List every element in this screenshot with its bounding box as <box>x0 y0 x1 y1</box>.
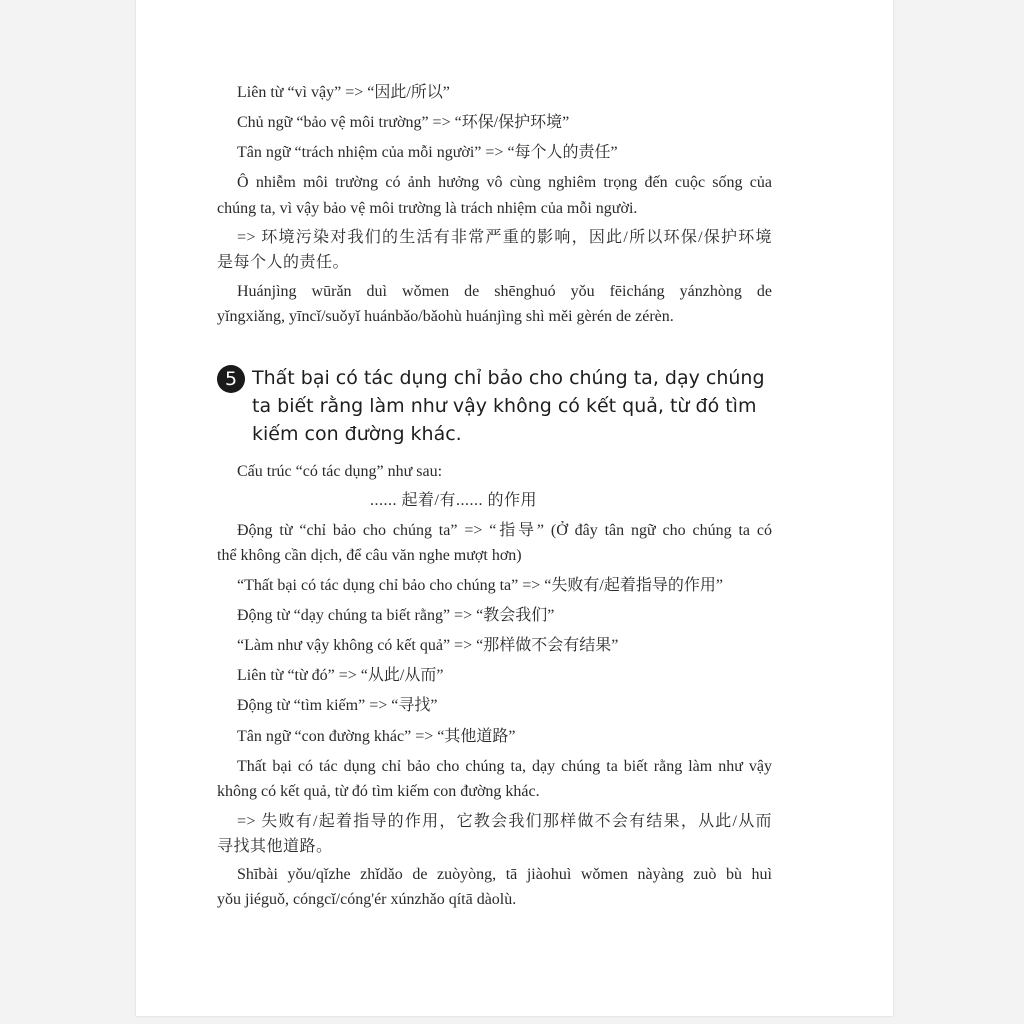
cn-sentence-line-2: 寻找其他道路。 <box>217 838 333 855</box>
pinyin-line-1: Huánjìng wūrǎn duì wǒmen de shēnghuó yǒu fēicháng yánzhòng de <box>237 283 772 300</box>
translation-line-a: “Thất bại có tác dụng chỉ bảo cho chúng ta” => “失败有/起着指导的作用” <box>237 577 723 594</box>
vi-sentence-line-2: không có kết quả, từ đó tìm kiếm con đường khác. <box>217 783 540 800</box>
vi-sentence-line-2: chúng ta, vì vậy bảo vệ môi trường là trách nhiệm của mỗi người. <box>217 200 638 217</box>
pinyin-line-1: Shībài yǒu/qǐzhe zhǐdǎo de zuòyòng, tā jiàohuì wǒmen nàyàng zuò bù huì <box>237 866 772 883</box>
structure-label: Cấu trúc “có tác dụng” như sau: <box>237 463 443 480</box>
verb-line-1: Động từ “chỉ bảo cho chúng ta” => “指导” (Ở đây tân ngữ cho chúng ta có <box>237 522 772 539</box>
translation-line-e: Động từ “tìm kiếm” => “寻找” <box>237 697 438 714</box>
section-title-line-2: ta biết rằng làm như vậy không có kết quả, từ đó tìm <box>252 395 757 417</box>
cn-sentence-line-1: => 失败有/起着指导的作用，它教会我们那样做不会有结果，从此/从而 <box>237 813 772 830</box>
section-title-line-3: kiếm con đường khác. <box>252 423 462 445</box>
translation-line-f: Tân ngữ “con đường khác” => “其他道路” <box>237 728 516 745</box>
subject-line: Chủ ngữ “bảo vệ môi trường” => “环保/保护环境” <box>237 114 570 131</box>
pinyin-line-2: yǒu jiéguǒ, cóngcǐ/cóng'ér xúnzhǎo qítā dàolù. <box>217 891 517 908</box>
cn-sentence-line-1: => 环境污染对我们的生活有非常严重的影响，因此/所以环保/保护环境 <box>237 229 772 246</box>
object-line: Tân ngữ “trách nhiệm của mỗi người” => “每个人的责任” <box>237 144 618 161</box>
vi-sentence-line-1: Ô nhiễm môi trường có ảnh hưởng vô cùng nghiêm trọng đến cuộc sống của <box>237 174 772 191</box>
translation-line-d: Liên từ “từ đó” => “从此/从而” <box>237 667 444 684</box>
translation-line-c: “Làm như vậy không có kết quả” => “那样做不会有结果” <box>237 637 619 654</box>
vi-sentence-line-1: Thất bại có tác dụng chỉ bảo cho chúng ta, dạy chúng ta biết rằng làm như vậy <box>237 758 772 775</box>
section-number-badge: 5 <box>217 365 245 393</box>
verb-line-2: thể không cần dịch, để câu văn nghe mượt hơn) <box>217 547 522 564</box>
conjunction-line: Liên từ “vì vậy” => “因此/所以” <box>237 84 450 101</box>
structure-pattern: ...... 起着/有...... 的作用 <box>370 492 537 509</box>
cn-sentence-line-2: 是每个人的责任。 <box>217 254 350 271</box>
translation-line-b: Động từ “dạy chúng ta biết rằng” => “教会我们” <box>237 607 555 624</box>
pinyin-line-2: yǐngxiǎng, yīncǐ/suǒyǐ huánbǎo/bǎohù huánjìng shì měi gèrén de zérèn. <box>217 308 674 325</box>
section-title-line-1: Thất bại có tác dụng chỉ bảo cho chúng ta, dạy chúng <box>252 367 765 389</box>
